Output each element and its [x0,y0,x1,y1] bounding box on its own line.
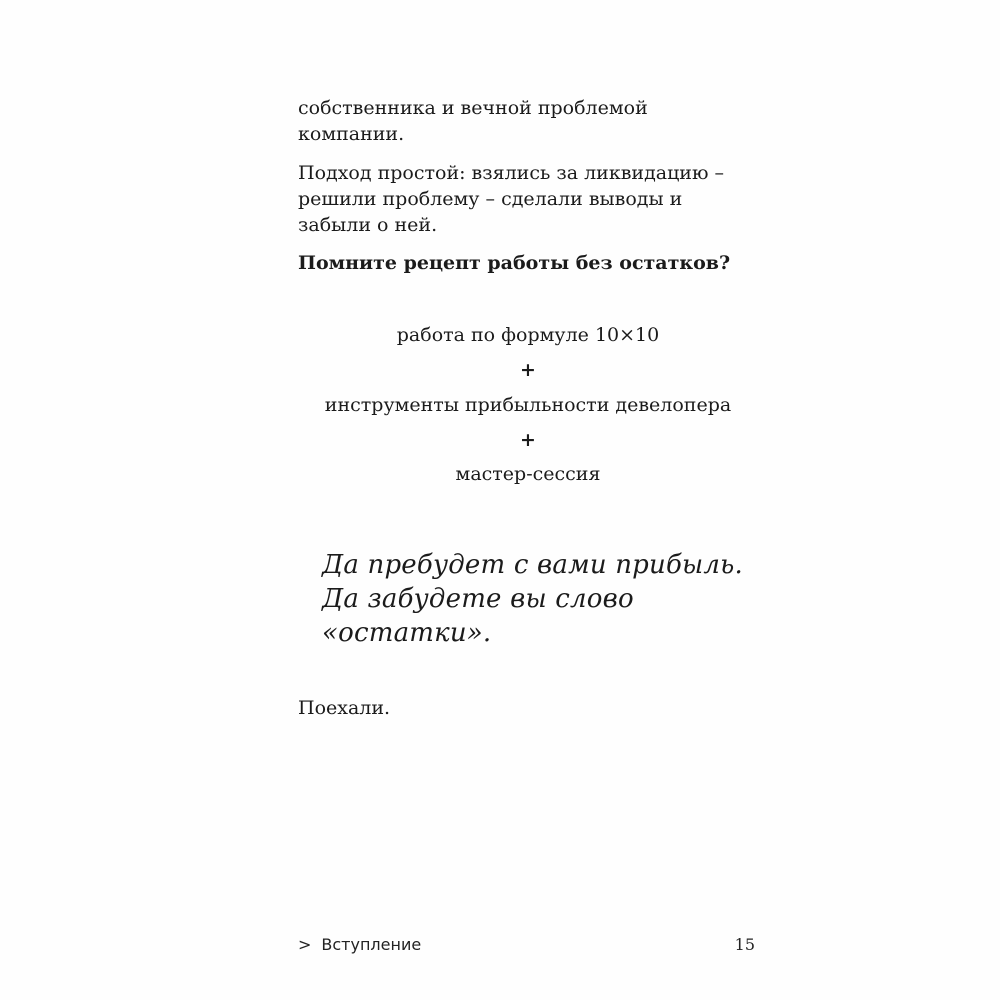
quote-line-2: Да забудете вы слово [322,584,634,614]
formula-item-3: мастер-сессия [455,463,601,485]
question-heading: Помните рецепт работы без остатков? [298,252,731,274]
running-footer-section [298,934,421,956]
page-number: 15 [734,935,755,954]
italic-quote [322,548,782,650]
quote-line-3: «остатки». [322,618,492,648]
section-title: Вступление [321,935,422,954]
section-marker: > [298,935,312,954]
formula-item-1: работа по формуле 10×10 [396,324,660,346]
paragraph-2: Подход простой: взялись за ликвидацию – решили проблему – сделали выводы и забыли о ней. [298,162,725,236]
formula-plus-2: + [520,429,536,451]
paragraph-1: собственника и вечной проблемой компании. [298,97,648,145]
formula-item-2: инструменты прибыльности девелопера [324,394,732,416]
formula-plus-1: + [520,359,536,381]
quote-line-1: Да пребудет с вами прибыль. [322,550,743,580]
closing-line: Поехали. [298,697,391,719]
